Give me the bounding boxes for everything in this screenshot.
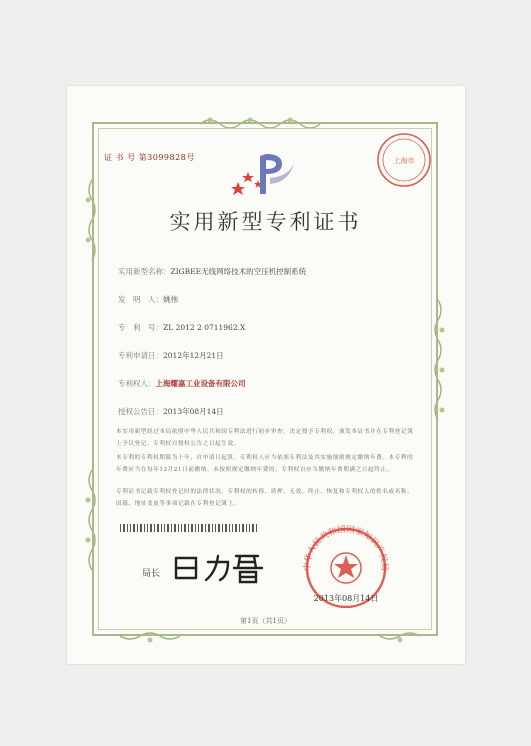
field-application-date: 专利申请日：2012年12月21日 (118, 351, 224, 360)
paragraph-3: 专利证书记载专利权登记时的法律状况。专利权的转移、质押、无效、终止、恢复和专利权人的姓名或名称、国籍、地址变更等事项记载在专利登记簿上。 (116, 489, 414, 507)
director-signature-icon (170, 548, 265, 584)
page-footer: 第1页（共1页） (240, 617, 291, 625)
official-seal-icon (296, 518, 396, 608)
barcode-icon (120, 524, 260, 532)
svg-text:上海市: 上海市 (393, 157, 415, 165)
registration-stamp-icon (373, 130, 435, 190)
director-label: 局长 (142, 569, 161, 579)
field-utility-model-name: 实用新型名称：ZIGBEE无线网络技术的空压机控制系统 (118, 267, 307, 276)
svg-text:2013年08月14日: 2013年08月14日 (313, 594, 379, 603)
certificate-number: 证 书 号 第3099828号 (104, 153, 195, 162)
field-inventor: 发 明 人：姚伟 (118, 295, 178, 304)
page-title: 实用新型专利证书 (169, 210, 362, 234)
patent-office-logo-icon (230, 150, 300, 198)
field-grant-date: 授权公告日：2013年08月14日 (118, 407, 224, 416)
paragraph-2: 本专利的专利权期限为十年，自申请日起算。专利权人应当依照专利法及其实施细则规定缴纳年费。本专利的年费应当在每年12月21日前缴纳。未按照规定缴纳年费的，专利权自应当缴纳年费期满之日起终止。 (116, 455, 414, 473)
svg-text:中华人民共和国国家知识产权局: 中华人民共和国国家知识产权局 (302, 524, 390, 572)
paragraph-1: 本实用新型经过本局依照中华人民共和国专利法进行初步审查，决定授予专利权，颁发本证书并在专利登记簿上予以登记。专利权自授权公告之日起生效。 (116, 429, 414, 447)
field-patent-number: 专 利 号：ZL 2012 2 0711962.X (118, 323, 246, 332)
field-patentee: 专利权人：上海耀嘉工业设备有限公司 (118, 379, 246, 388)
